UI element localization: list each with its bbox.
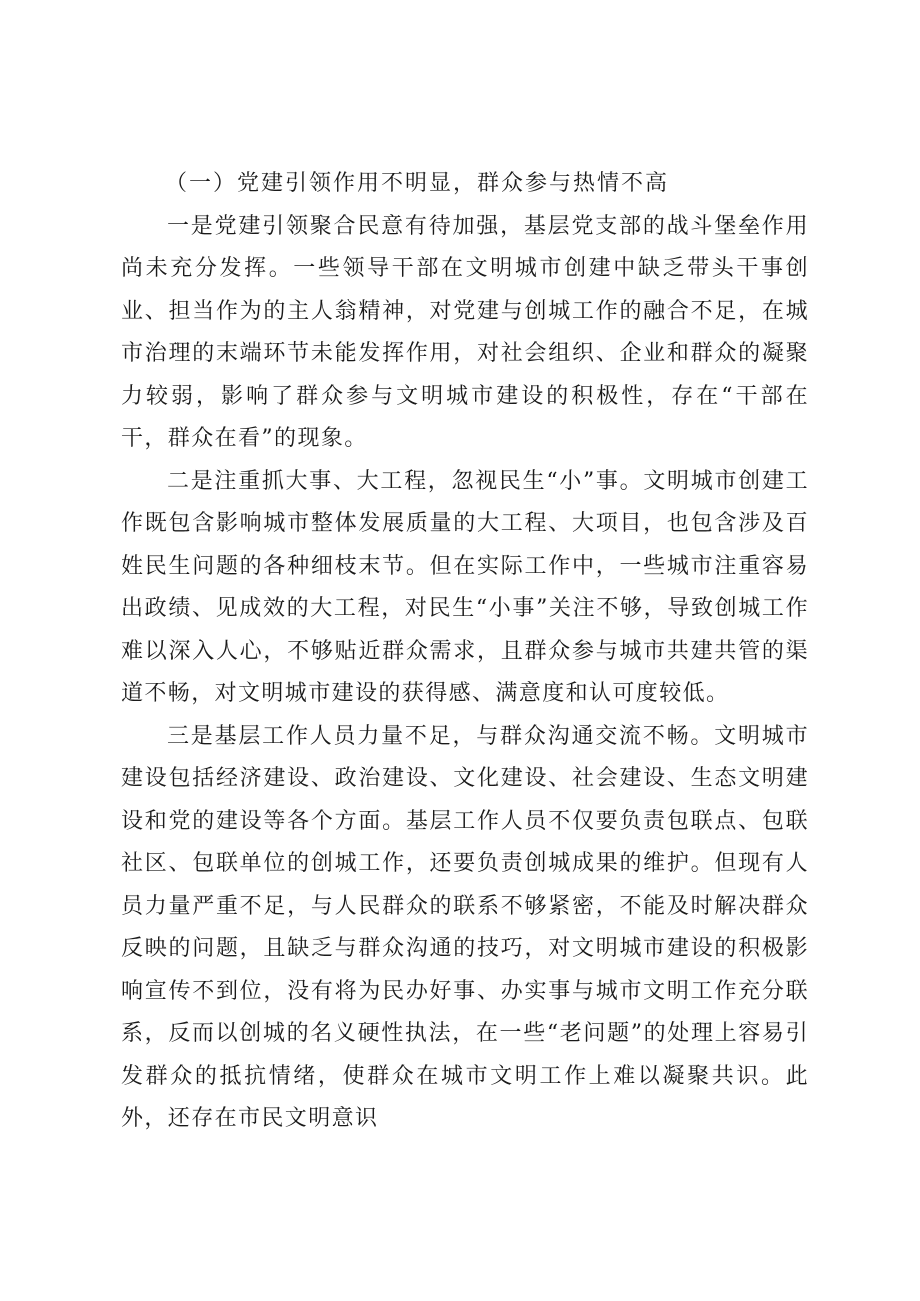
paragraph-livelihood-matters: 二是注重抓大事、大工程，忽视民生“小”事。文明城市创建工作既包含影响城市整体发展质量的大工程、大项目，也包含涉及百姓民生问题的各种细枝末节。但在实际工作中，一些城市注重容易出政绩、见成效的大工程，对民生“小事”关注不够，导致创城工作难以深入人心，不够贴近群众需求，且群众参与城市共建共管的渠道不畅，对文明城市建设的获得感、满意度和认可度较低。 — [121, 468, 809, 706]
paragraph-party-leadership: 一是党建引领聚合民意有待加强，基层党支部的战斗堡垒作用尚未充分发挥。一些领导干部在文明城市创建中缺乏带头干事创业、担当作为的主人翁精神，对党建与创城工作的融合不足，在城市治理的末端环节未能发挥作用，对社会组织、企业和群众的凝聚力较弱，影响了群众参与文明城市建设的积极性，存在“干部在干，群众在看”的现象。 — [121, 213, 809, 451]
section-heading: （一）党建引领作用不明显，群众参与热情不高 — [165, 171, 670, 196]
document-body — [121, 163, 809, 1141]
paragraph-grassroots-staff: 三是基层工作人员力量不足，与群众沟通交流不畅。文明城市建设包括经济建设、政治建设、文化建设、社会建设、生态文明建设和党的建设等各个方面。基层工作人员不仅要负责包联点、包联社区、包联单位的创城工作，还要负责创城成果的维护。但现有人员力量严重不足，与人民群众的联系不够紧密，不能及时解决群众反映的问题，且缺乏与群众沟通的技巧，对文明城市建设的积极影响宣传不到位，没有将为民办好事、办实事与城市文明工作充分联系，反而以创城的名义硬性执法，在一些“老问题”的处理上容易引发群众的抵抗情绪，使群众在城市文明工作上难以凝聚共识。此外，还存在市民文明意识 — [121, 723, 809, 1131]
